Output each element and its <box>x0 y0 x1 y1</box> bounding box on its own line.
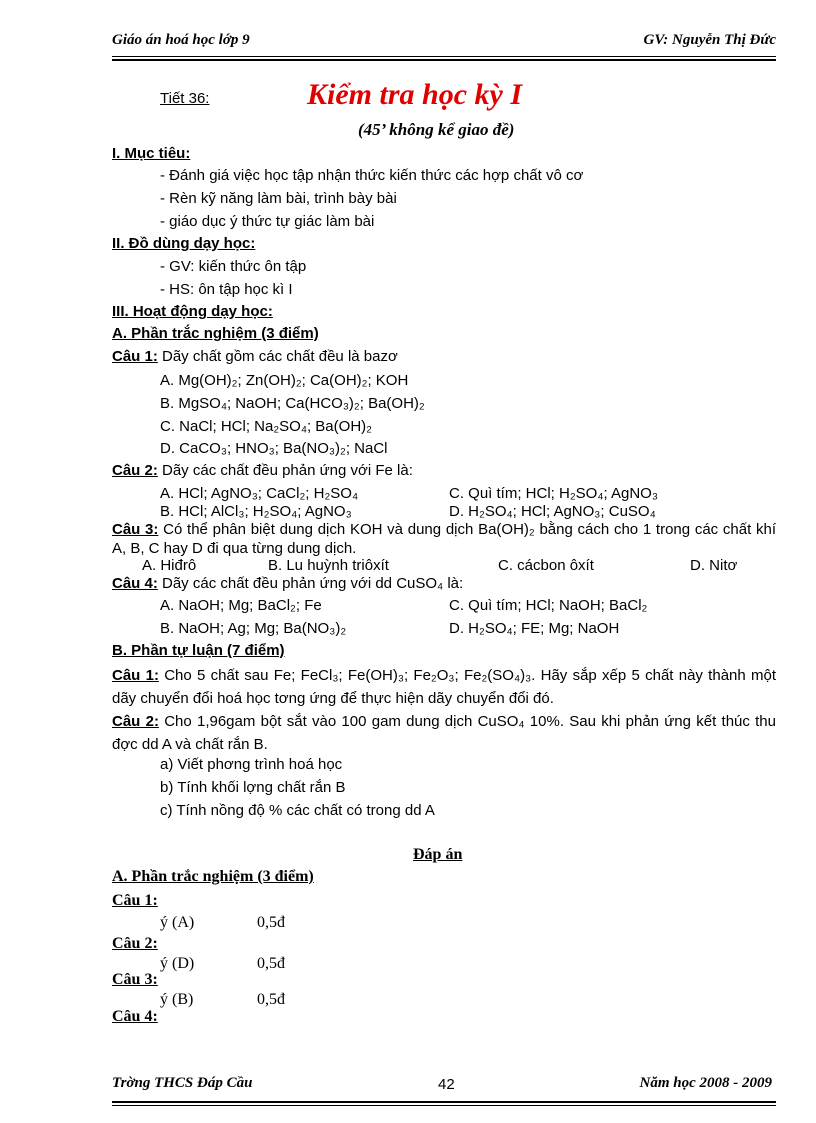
q2-option-d: D. H₂SO₄; HCl; AgNO₃; CuSO₄ <box>449 503 656 520</box>
answer-3-label: Câu 3: <box>112 971 158 988</box>
answer-1-choice: ý (A) <box>160 914 195 931</box>
e2-item-c: c) Tính nồng độ % các chất có trong dd A <box>160 802 435 819</box>
section2-item: - HS: ôn tập học kì I <box>160 281 293 298</box>
section2-item: - GV: kiến thức ôn tập <box>160 258 307 275</box>
partA-heading: A. Phần trắc nghiệm (3 điểm) <box>112 325 319 342</box>
q1-text: Dãy chất gồm các chất đều là bazơ <box>157 348 398 365</box>
q4-option-d: D. H₂SO₄; FE; Mg; NaOH <box>449 620 620 637</box>
q3-option-d: D. Nitơ <box>690 557 738 574</box>
lesson-subtitle: (45’ không kể giao đề) <box>358 120 515 139</box>
e2-text: Cho 1,96gam bột sắt vào 100 gam dung dịch CuSO₄ 10%. Sau khi phản ứng kết thúc thu đợc dd A và chất rắn B. <box>112 713 776 753</box>
essay-2 <box>112 710 776 756</box>
q2-text: Dãy các chất đều phản ứng với Fe là: <box>157 462 413 479</box>
answer-1-score: 0,5đ <box>257 914 285 931</box>
lesson-title: Kiểm tra học kỳ I <box>307 78 522 111</box>
q2-option-b: B. HCl; AlCl₃; H₂SO₄; AgNO₃ <box>160 503 352 520</box>
e2-item-a: a) Viết phơng trình hoá học <box>160 756 343 773</box>
e1-label: Câu 1: <box>112 667 159 684</box>
q4 <box>112 575 463 592</box>
q2-option-a: A. HCl; AgNO₃; CaCl₂; H₂SO₄ <box>160 485 359 502</box>
answer-3-score: 0,5đ <box>257 991 285 1008</box>
q1-option-a: A. Mg(OH)₂; Zn(OH)₂; Ca(OH)₂; KOH <box>160 372 409 389</box>
header-rule <box>112 56 776 57</box>
q3-text: Có thể phân biệt dung dịch KOH và dung dịch Ba(OH)₂ bằng cách cho 1 trong các chất khí A, B, C hay D đi qua từng dung dịch. <box>112 521 776 557</box>
footer-right: Năm học 2008 - 2009 <box>639 1075 772 1091</box>
e1-text: Cho 5 chất sau Fe; FeCl₃; Fe(OH)₃; Fe₂O₃; Fe₂(SO₄)₃. Hãy sắp xếp 5 chất này thành một dãy chuyển đổi hoá học tơng ứng để thực hiện dãy chuyển đổi đó. <box>112 667 776 707</box>
partB-heading: B. Phần tự luận (7 điểm) <box>112 642 285 659</box>
answer-part-heading: A. Phần trắc nghiệm (3 điểm) <box>112 868 314 885</box>
q4-label: Câu 4: <box>112 575 158 592</box>
section1-item: - Rèn kỹ năng làm bài, trình bày bài <box>160 190 397 207</box>
footer-rule-double <box>112 1105 776 1106</box>
answer-3-choice: ý (B) <box>160 991 194 1008</box>
answer-2-score: 0,5đ <box>257 955 285 972</box>
e2-item-b: b) Tính khối lợng chất rắn B <box>160 779 346 796</box>
page-number: 42 <box>438 1076 455 1093</box>
q2 <box>112 462 413 479</box>
section1-item: - giáo dục ý thức tự giác làm bài <box>160 213 375 230</box>
essay-1 <box>112 664 776 710</box>
q3-label: Câu 3: <box>112 521 159 538</box>
q2-option-c: C. Quì tím; HCl; H₂SO₄; AgNO₃ <box>449 485 658 502</box>
header-left: Giáo án hoá học lớp 9 <box>112 32 250 48</box>
q2-label: Câu 2: <box>112 462 158 479</box>
footer-rule <box>112 1101 776 1103</box>
header-rule-double <box>112 59 776 61</box>
section3-heading: III. Hoạt động dạy học: <box>112 303 273 320</box>
answer-4-label: Câu 4: <box>112 1008 158 1025</box>
section2-heading: II. Đồ dùng dạy học: <box>112 235 256 252</box>
lesson-label: Tiết 36: <box>160 90 210 107</box>
section1-heading: I. Mục tiêu: <box>112 145 191 162</box>
q1-option-d: D. CaCO₃; HNO₃; Ba(NO₃)₂; NaCl <box>160 440 388 457</box>
q3-option-b: B. Lu huỳnh triôxít <box>268 557 389 574</box>
q3-option-c: C. cácbon ôxít <box>498 557 594 574</box>
q4-option-c: C. Quì tím; HCl; NaOH; BaCl₂ <box>449 597 648 614</box>
q1-label: Câu 1: <box>112 348 158 365</box>
footer-left: Trờng THCS Đáp Cầu <box>112 1075 253 1091</box>
q3 <box>112 520 776 558</box>
q4-text: Dãy các chất đều phản ứng với dd CuSO₄ là: <box>157 575 464 592</box>
answer-heading: Đáp án <box>413 846 463 863</box>
q3-option-a: A. Hiđrô <box>142 557 197 574</box>
header-right: GV: Nguyễn Thị Đức <box>643 32 776 48</box>
q1-option-c: C. NaCl; HCl; Na₂SO₄; Ba(OH)₂ <box>160 418 372 435</box>
answer-2-label: Câu 2: <box>112 935 158 952</box>
e2-label: Câu 2: <box>112 713 159 730</box>
answer-1-label: Câu 1: <box>112 892 158 909</box>
section1-item: - Đánh giá việc học tập nhận thức kiến thức các hợp chất vô cơ <box>160 167 584 184</box>
q1 <box>112 348 398 365</box>
q1-option-b: B. MgSO₄; NaOH; Ca(HCO₃)₂; Ba(OH)₂ <box>160 395 425 412</box>
q4-option-a: A. NaOH; Mg; BaCl₂; Fe <box>160 597 322 614</box>
q4-option-b: B. NaOH; Ag; Mg; Ba(NO₃)₂ <box>160 620 347 637</box>
answer-2-choice: ý (D) <box>160 955 195 972</box>
